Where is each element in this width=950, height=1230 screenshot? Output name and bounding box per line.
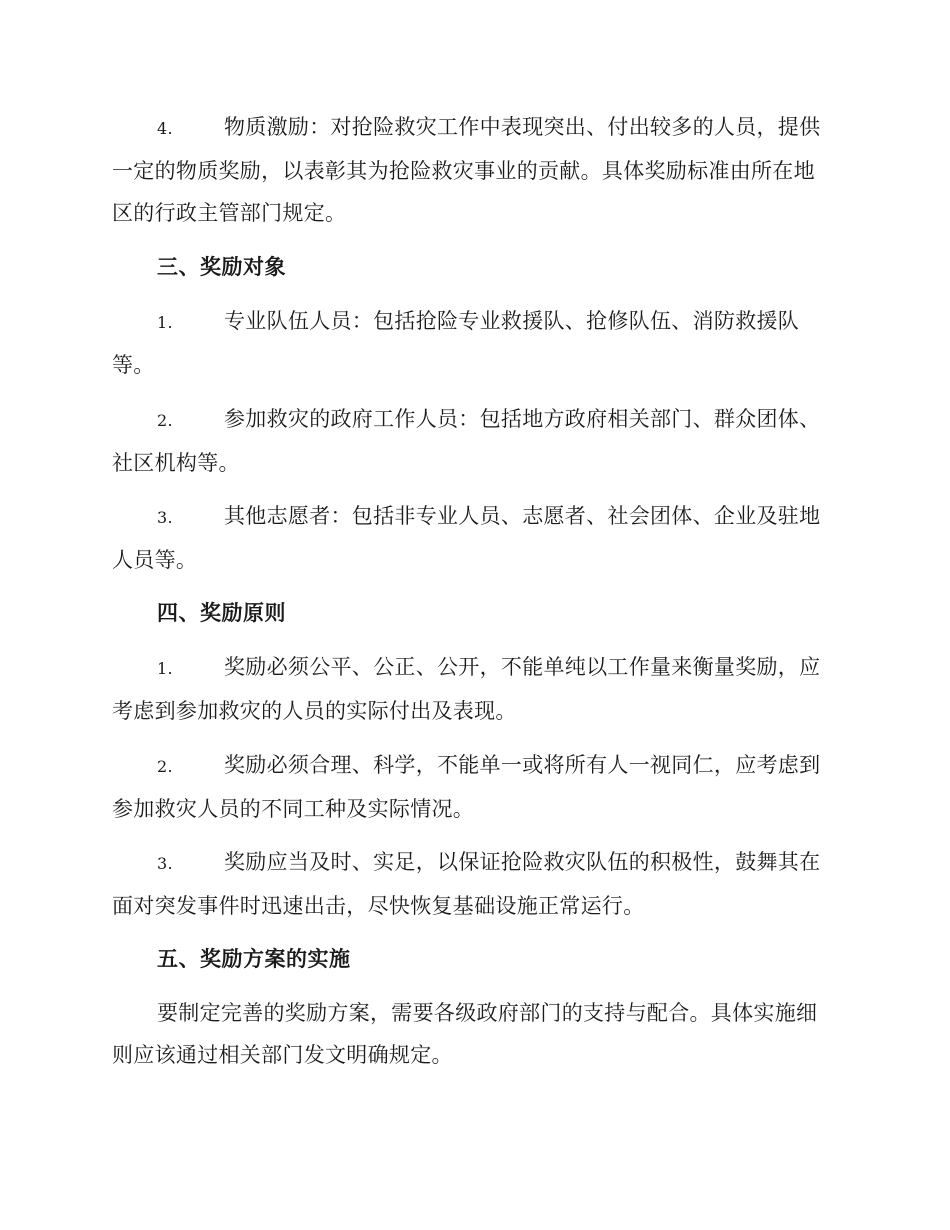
- list-item: [112, 495, 834, 581]
- section-heading: 五、奖励方案的实施: [157, 946, 351, 971]
- list-item: [112, 744, 834, 830]
- list-text: 奖励必须合理、科学，不能单一或将所有人一视同仁，应考虑到参加救灾人员的不同工种及实际情况。: [112, 753, 821, 821]
- list-text: 物质激励：对抢险救灾工作中表现突出、付出较多的人员，提供一定的物质奖励，以表彰其为抢险救灾事业的贡献。具体奖励标准由所在地区的行政主管部门规定。: [112, 115, 821, 225]
- list-item: [112, 646, 834, 732]
- list-number: 2.: [157, 757, 173, 776]
- list-item: [112, 106, 834, 234]
- list-text: 奖励应当及时、实足，以保证抢险救灾队伍的积极性，鼓舞其在面对突发事件时迅速出击，尽快恢复基础设施正常运行。: [112, 850, 821, 918]
- list-text: 专业队伍人员：包括抢险专业救援队、抢修队伍、消防救援队等。: [112, 309, 800, 377]
- list-number: 3.: [157, 508, 173, 527]
- list-text: 参加救灾的政府工作人员：包括地方政府相关部门、群众团体、社区机构等。: [112, 407, 821, 475]
- list-item: [112, 300, 834, 386]
- list-number: 4.: [157, 119, 173, 138]
- list-number: 1.: [157, 659, 173, 678]
- section-heading: 三、奖励对象: [157, 254, 286, 279]
- section-heading: 四、奖励原则: [157, 600, 286, 625]
- list-number: 3.: [157, 854, 173, 873]
- body-paragraph: 要制定完善的奖励方案，需要各级政府部门的支持与配合。具体实施细则应该通过相关部门发文明确规定。: [112, 1001, 818, 1067]
- list-number: 2.: [157, 411, 173, 430]
- list-item: [112, 841, 834, 927]
- list-item: [112, 398, 834, 484]
- list-number: 1.: [157, 313, 173, 332]
- list-text: 奖励必须公平、公正、公开，不能单纯以工作量来衡量奖励，应考虑到参加救灾的人员的实际付出及表现。: [112, 655, 821, 723]
- list-text: 其他志愿者：包括非专业人员、志愿者、社会团体、企业及驻地人员等。: [112, 504, 821, 572]
